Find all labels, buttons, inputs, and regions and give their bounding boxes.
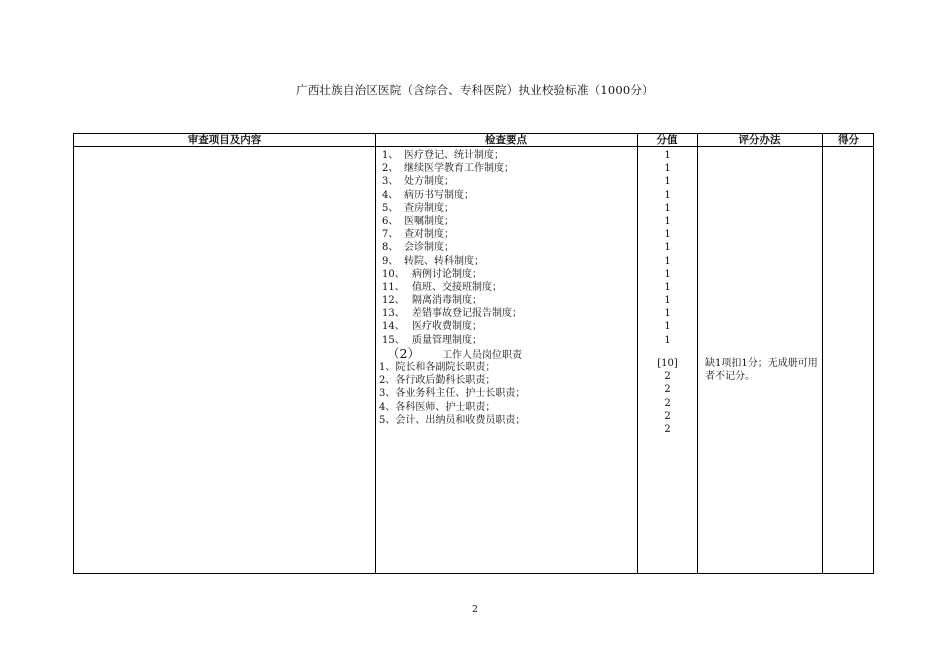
- list-item: 5、会计、出纳员和收费员职责；: [379, 414, 526, 426]
- list-item: 13、 差错事故登记报告制度；: [382, 308, 522, 320]
- score-value: 1: [664, 321, 671, 333]
- score-value: 1: [664, 281, 671, 293]
- list-item: 1、院长和各副院长职责；: [379, 362, 496, 373]
- list-item: 9、 转院、转科制度；: [382, 255, 484, 267]
- list-item: 8、 会诊制度；: [382, 242, 454, 254]
- check-points-list-2: [379, 361, 525, 427]
- list-item: 12、 隔离消毒制度；: [382, 295, 482, 307]
- score-value: 1: [664, 242, 671, 254]
- list-item: 6、 医嘱制度；: [382, 215, 454, 227]
- score-value: 2: [664, 410, 671, 422]
- list-item: 5、 查房制度；: [382, 202, 454, 214]
- header-divider: [74, 146, 873, 147]
- score-value: 1: [664, 215, 671, 227]
- score-column-1: [638, 149, 697, 347]
- header-method: 评分办法: [738, 134, 781, 146]
- scoring-method-text: 缺1项扣1分；无成册可用者不记分。: [705, 358, 818, 382]
- score-column-2: [638, 357, 697, 436]
- header-score: 分值: [656, 134, 678, 146]
- score-value: 2: [664, 423, 671, 435]
- score-value: 1: [664, 176, 671, 188]
- list-item: 15、 质量管理制度；: [382, 334, 482, 346]
- list-item: 4、 病历书写制度；: [382, 189, 474, 201]
- score-value: 1: [664, 295, 671, 307]
- score-value: 1: [664, 150, 671, 161]
- list-item: 2、各行政后勤科长职责；: [379, 375, 496, 387]
- list-item: 14、 医疗收费制度；: [382, 321, 482, 333]
- check-points-list-1: [382, 149, 522, 347]
- header-points-earned: 得分: [838, 134, 859, 146]
- score-value: 1: [664, 268, 671, 280]
- score-value: 2: [664, 371, 671, 383]
- page-title: 广西壮族自治区医院（含综合、专科医院）执业校验标准（1000分）: [296, 83, 654, 97]
- standards-table: [73, 133, 874, 574]
- list-item: 11、 值班、交接班制度；: [382, 281, 502, 293]
- list-item: 10、 病例讨论制度；: [382, 268, 482, 280]
- score-value: 2: [664, 384, 671, 396]
- header-review-items: 审查项目及内容: [187, 134, 262, 146]
- score-value: 2: [664, 397, 671, 409]
- score-value: 1: [664, 255, 671, 267]
- list-item: 2、 继续医学教育工作制度；: [382, 163, 514, 175]
- score-value: 1: [664, 202, 671, 214]
- list-item: 4、各科医师、护士职责；: [379, 401, 496, 413]
- header-check-points: 检查要点: [485, 134, 527, 146]
- score-value: 1: [664, 163, 671, 175]
- score-value: 1: [664, 189, 671, 201]
- section-score: [10]: [657, 358, 678, 369]
- section-heading: （2） 工作人员岗位职责: [387, 346, 522, 361]
- list-item: 3、 处方制度；: [382, 176, 454, 188]
- score-value: 1: [664, 334, 671, 346]
- score-value: 1: [664, 308, 671, 320]
- list-item: 7、 查对制度；: [382, 229, 454, 241]
- column-divider: [822, 134, 823, 573]
- list-item: 1、 医疗登记、统计制度；: [382, 150, 504, 161]
- page-number: 2: [472, 605, 478, 615]
- score-value: 1: [664, 229, 671, 241]
- column-divider: [697, 134, 698, 573]
- column-divider: [375, 134, 376, 573]
- list-item: 3、各业务科主任、护士长职责；: [379, 388, 526, 400]
